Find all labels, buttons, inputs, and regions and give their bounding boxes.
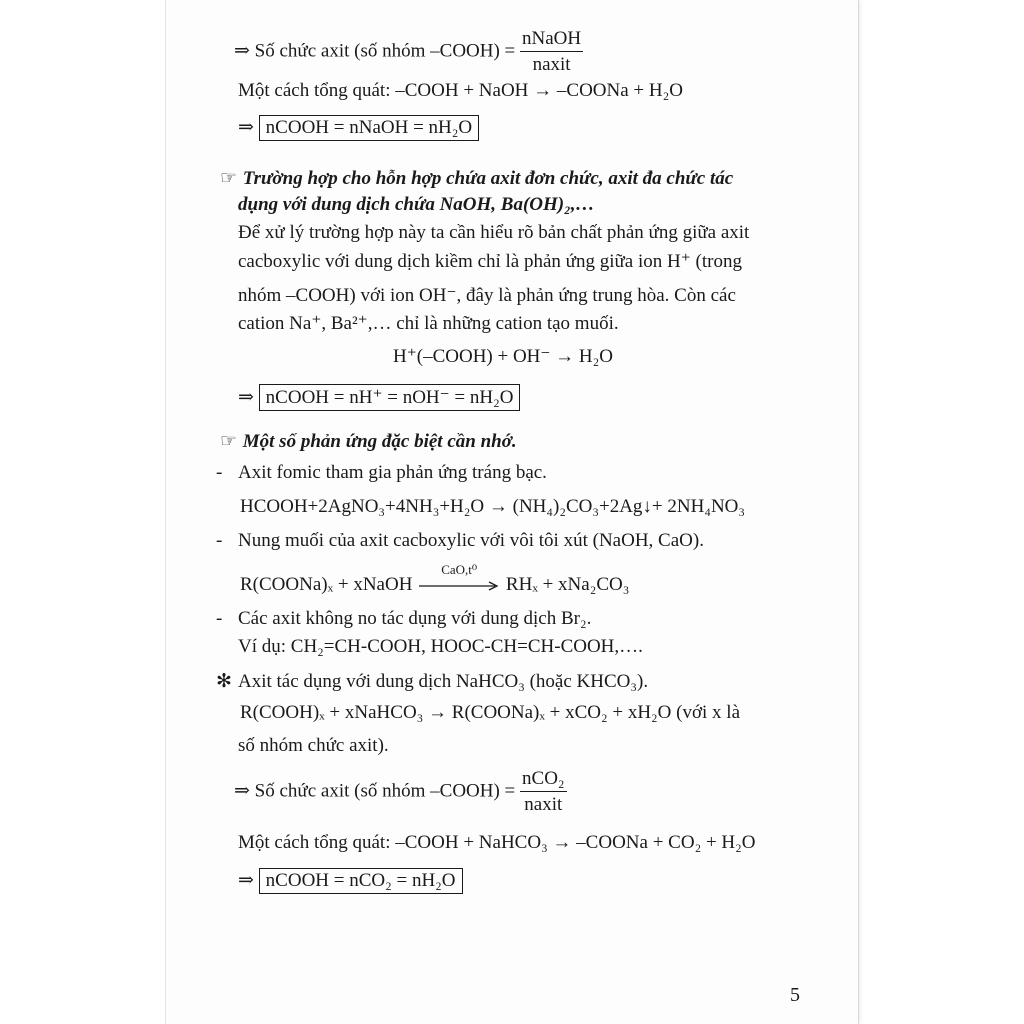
boxed-formula: nCOOH = nH⁺ = nOH⁻ = nH₂O xyxy=(259,384,521,411)
general-reaction-naoh: Một cách tổng quát: –COOH + NaOH → –COONa + H₂O xyxy=(238,80,683,101)
bullet-text: Axit tác dụng với dung dịch NaHCO₃ (hoặc KHCO₃). xyxy=(238,671,649,692)
pointing-hand-icon: ☞ xyxy=(220,168,238,189)
neutralization-equation: H⁺(–COOH) + OH⁻ → H₂O xyxy=(393,346,613,367)
silver-mirror-equation: HCOOH+2AgNO₃+4NH₃+H₂O → (NH₄)₂CO₃+2Ag↓+ 2NH₄NO₃ xyxy=(240,496,746,517)
right-arrow-icon xyxy=(417,580,501,592)
bicarbonate-equation-cont: số nhóm chức axit). xyxy=(238,735,389,756)
equation-right: RHₓ + xNa₂CO₃ xyxy=(505,574,630,595)
decarboxylation-equation xyxy=(240,562,630,596)
implies-symbol: ⇒ xyxy=(238,117,254,138)
fraction-denominator: naxit xyxy=(524,794,563,815)
heading-line-1: Trường hợp cho hỗn hợp chứa axit đơn chức, axit đa chức tác xyxy=(242,168,734,189)
fraction-numerator: nNaOH xyxy=(520,28,583,52)
paragraph-line: cation Na⁺, Ba²⁺,… chỉ là những cation tạo muối. xyxy=(238,313,619,334)
bullet-text: Nung muối của axit cacboxylic với vôi tôi xút (NaOH, CaO). xyxy=(238,530,704,551)
fraction xyxy=(520,28,583,76)
page-number: 5 xyxy=(790,984,800,1006)
bullet-item xyxy=(216,530,704,552)
paragraph-line: Để xử lý trường hợp này ta cần hiểu rõ bản chất phản ứng giữa axit xyxy=(238,222,750,243)
implies-symbol: ⇒ xyxy=(238,387,254,408)
bullet-text: Axit fomic tham gia phản ứng tráng bạc. xyxy=(238,462,547,483)
equation-left: R(COONa)ₓ + xNaOH xyxy=(240,574,413,595)
dash-bullet: - xyxy=(216,462,223,483)
fraction-denominator: naxit xyxy=(532,54,571,75)
asterisk-bullet-icon: ✻ xyxy=(216,671,232,692)
conditional-arrow xyxy=(417,562,501,596)
formula-label: ⇒ Số chức axit (số nhóm –COOH) = xyxy=(234,780,516,802)
boxed-formula: nCOOH = nNaOH = nH₂O xyxy=(259,115,479,141)
boxed-equality-co2 xyxy=(238,868,463,894)
paragraph-line: nhóm –COOH) với ion OH⁻, đây là phản ứng trung hòa. Còn các xyxy=(238,285,736,306)
fraction xyxy=(520,768,567,816)
reaction-condition: CaO,t⁰ xyxy=(441,562,478,577)
bullet-item xyxy=(216,462,547,484)
formula-acid-count-naoh xyxy=(234,28,583,76)
section-heading-special-reactions xyxy=(220,430,517,453)
heading-text: Một số phản ứng đặc biệt cần nhớ. xyxy=(242,431,517,452)
pointing-hand-icon: ☞ xyxy=(220,431,238,452)
section-heading-mixed-acids-cont: dụng với dung dịch chứa NaOH, Ba(OH)₂,… xyxy=(238,194,595,215)
boxed-formula: nCOOH = nCO₂ = nH₂O xyxy=(259,868,463,894)
bicarbonate-equation: R(COOH)ₓ + xNaHCO₃ → R(COONa)ₓ + xCO₂ + xH₂O (với x là xyxy=(240,702,741,723)
example-line: Ví dụ: CH₂=CH-COOH, HOOC-CH=CH-COOH,…. xyxy=(238,636,643,657)
dash-bullet: - xyxy=(216,608,223,629)
fraction-numerator: nCO₂ xyxy=(520,768,567,792)
boxed-equality-neutralization xyxy=(238,384,520,411)
general-reaction-nahco3: Một cách tổng quát: –COOH + NaHCO₃ → –COONa + CO₂ + H₂O xyxy=(238,832,756,853)
formula-acid-count-co2 xyxy=(234,768,567,816)
section-heading-mixed-acids xyxy=(220,167,733,190)
bullet-text: Các axit không no tác dụng với dung dịch Br₂. xyxy=(238,608,592,629)
implies-symbol: ⇒ xyxy=(238,870,254,891)
bullet-item xyxy=(216,608,591,630)
bullet-item xyxy=(216,670,648,693)
paragraph-line: cacboxylic với dung dịch kiềm chỉ là phản ứng giữa ion H⁺ (trong xyxy=(238,251,742,272)
formula-label: ⇒ Số chức axit (số nhóm –COOH) = xyxy=(234,40,516,62)
boxed-equality-naoh xyxy=(238,115,479,141)
dash-bullet: - xyxy=(216,530,223,551)
